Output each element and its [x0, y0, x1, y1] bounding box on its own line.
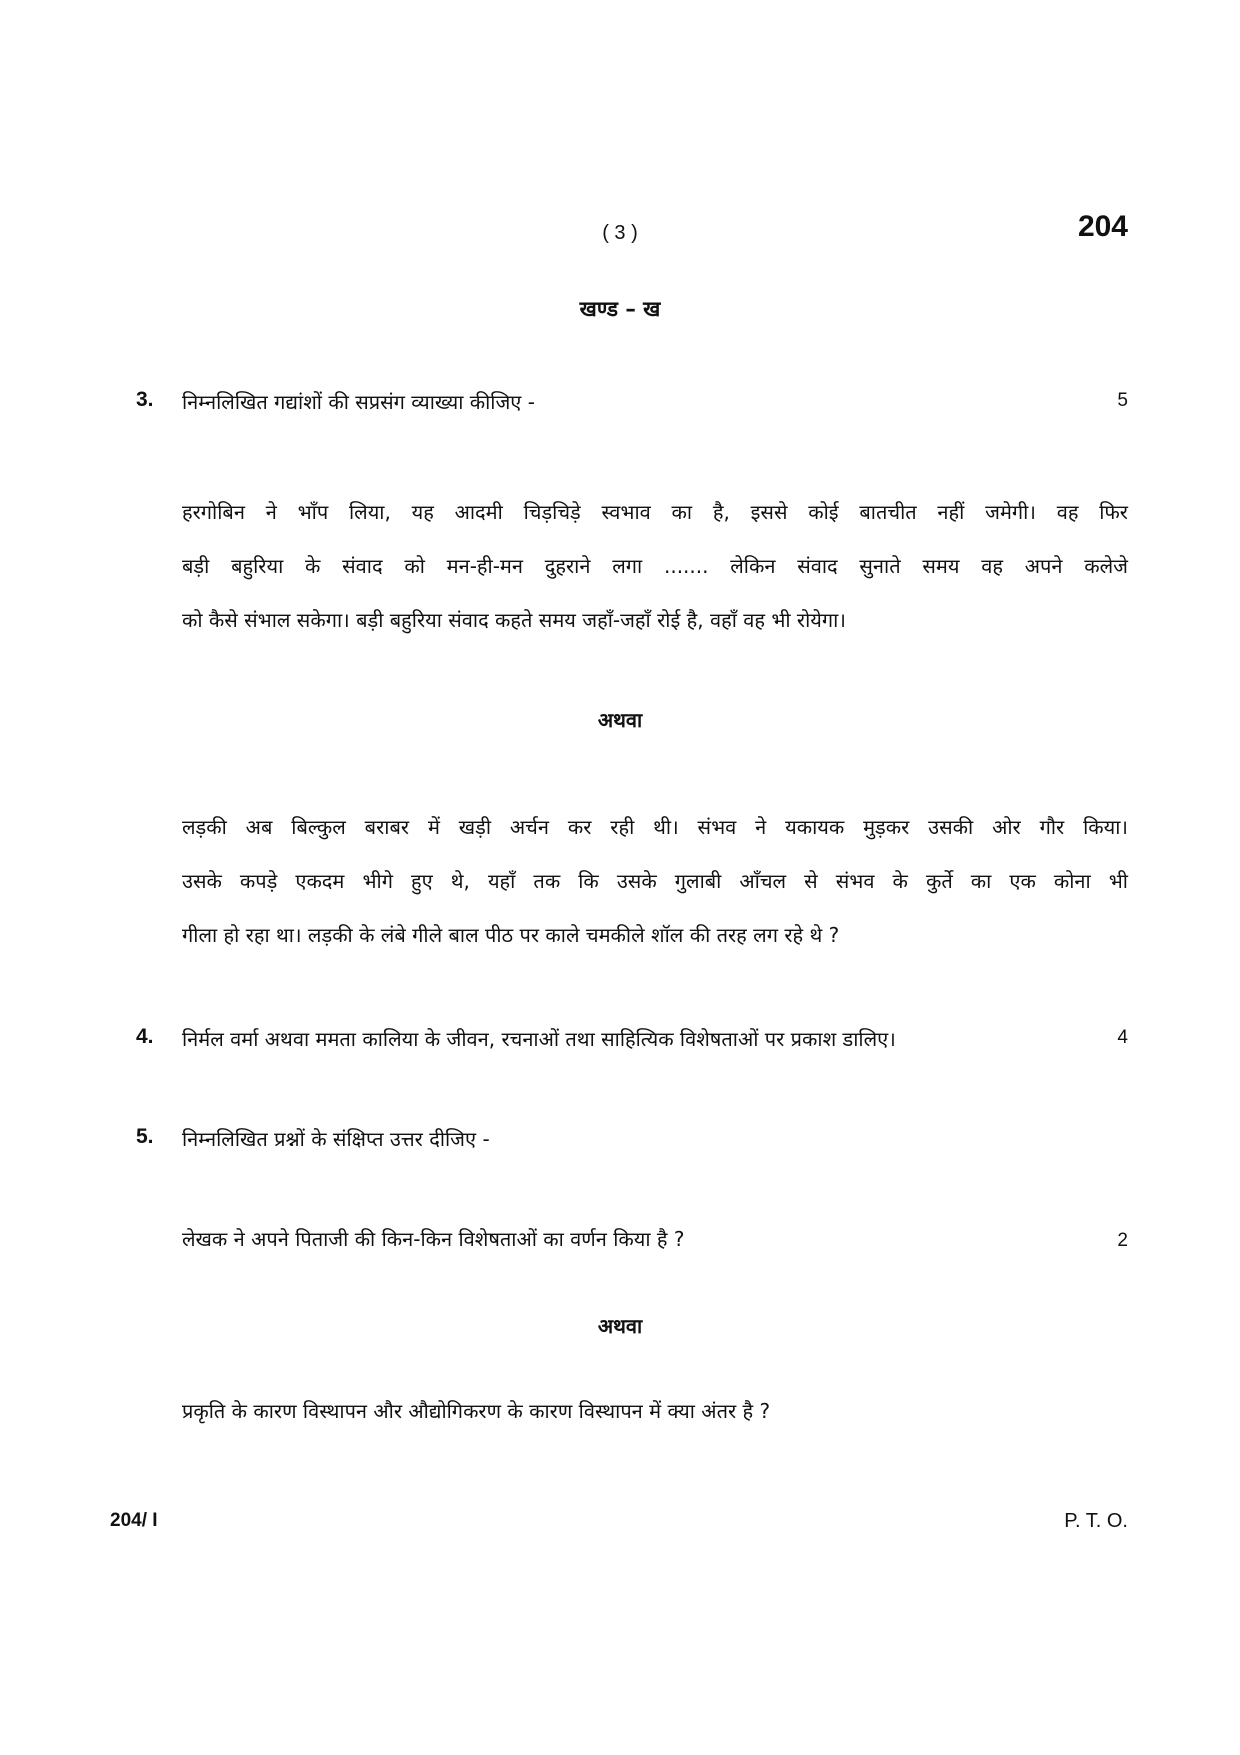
passage-1-line-3: को कैसे संभाल सकेगा। बड़ी बहुरिया संवाद कहते समय जहाँ-जहाँ रोई है, वहाँ वह भी रोयेगा।	[182, 608, 846, 632]
footer-pto: P. T. O.	[1064, 1510, 1128, 1532]
question-4-text: निर्मल वर्मा अथवा ममता कालिया के जीवन, रचनाओं तथा साहित्यिक विशेषताओं पर प्रकाश डालिए।	[182, 1027, 896, 1051]
page-number: ( 3 )	[602, 222, 638, 244]
passage-2-line-2: उसके कपड़े एकदम भीगे हुए थे, यहाँ तक कि उसके गुलाबी आँचल से संभव के कुर्ते का एक कोना भी	[182, 869, 1128, 893]
question-3-passage-1	[182, 485, 1128, 647]
question-5-number: 5.	[136, 1125, 154, 1148]
question-3-prompt: निम्नलिखित गद्यांशों की सप्रसंग व्याख्या कीजिए -	[182, 390, 535, 414]
question-3-or-label: अथवा	[597, 708, 643, 732]
question-3-marks: 5	[1117, 390, 1128, 411]
question-4-number: 4.	[136, 1025, 154, 1048]
footer-paper-code: 204/ I	[110, 1510, 158, 1531]
question-5-or-label: अथवा	[597, 1314, 643, 1338]
question-5-sub-1: लेखक ने अपने पिताजी की किन-किन विशेषताओं का वर्णन किया है ?	[182, 1227, 685, 1251]
question-3-number: 3.	[136, 388, 154, 411]
question-4-marks: 4	[1117, 1027, 1128, 1048]
question-5-sub-1-marks: 2	[1117, 1230, 1128, 1251]
question-5-prompt: निम्नलिखित प्रश्नों के संक्षिप्त उत्तर दीजिए -	[182, 1127, 490, 1151]
passage-1-line-2: बड़ी बहुरिया के संवाद को मन-ही-मन दुहराने लगा ....... लेकिन संवाद सुनाते समय वह अपने कलेजे	[182, 554, 1128, 578]
section-heading: खण्ड – ख	[579, 297, 661, 321]
paper-code: 204	[1077, 210, 1128, 243]
question-5-sub-2: प्रकृति के कारण विस्थापन और औद्योगिकरण के कारण विस्थापन में क्या अंतर है ?	[182, 1399, 771, 1423]
passage-2-line-1: लड़की अब बिल्कुल बराबर में खड़ी अर्चन कर रही थी। संभव ने यकायक मुड़कर उसकी ओर गौर किया।	[182, 815, 1128, 839]
passage-2-line-3: गीला हो रहा था। लड़की के लंबे गीले बाल पीठ पर काले चमकीले शॉल की तरह लग रहे थे ?	[182, 923, 840, 947]
question-3-passage-2	[182, 800, 1128, 962]
passage-1-line-1: हरगोबिन ने भाँप लिया, यह आदमी चिड़चिड़े स्वभाव का है, इससे कोई बातचीत नहीं जमेगी। वह फिर	[182, 500, 1128, 524]
